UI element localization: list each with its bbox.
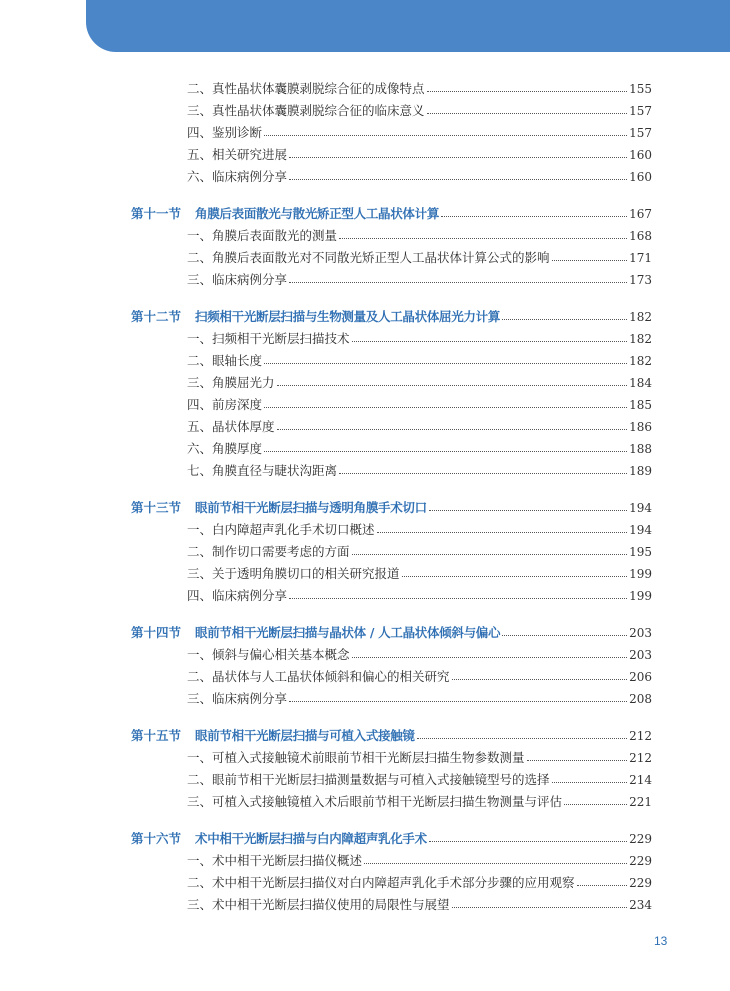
toc-page-number: 189 (629, 464, 652, 478)
toc-page-number: 168 (629, 229, 652, 243)
toc-page-number: 167 (629, 207, 652, 221)
dot-leader (264, 451, 627, 452)
toc-subsection-entry (131, 328, 652, 350)
subsection-title: 五、相关研究进展 (187, 147, 288, 162)
toc-page-number: 171 (629, 251, 652, 265)
dot-leader (352, 341, 628, 342)
toc-page-number: 160 (629, 170, 652, 184)
section-number: 第十四节 (131, 625, 182, 640)
dot-leader (264, 363, 627, 364)
section-number: 第十二节 (131, 309, 182, 324)
toc-section-entry (131, 828, 652, 850)
toc-subsection-entry (131, 894, 652, 916)
toc-subsection-entry (131, 769, 652, 791)
dot-leader (289, 701, 627, 702)
dot-leader (452, 907, 628, 908)
toc-subsection-entry (131, 269, 652, 291)
toc-subsection-entry (131, 541, 652, 563)
dot-leader (352, 554, 628, 555)
dot-leader (339, 473, 627, 474)
subsection-title: 六、角膜厚度 (187, 441, 263, 456)
toc-subsection-entry (131, 438, 652, 460)
toc-subsection-entry (131, 225, 652, 247)
section-title: 眼前节相干光断层扫描与透明角膜手术切口 (195, 500, 427, 515)
dot-leader (502, 635, 627, 636)
toc-page-number: 186 (629, 420, 652, 434)
toc-subsection-entry (131, 416, 652, 438)
dot-leader (277, 429, 628, 430)
toc-page-number: 229 (629, 832, 652, 846)
toc-subsection-entry (131, 122, 652, 144)
toc-page-number: 194 (629, 523, 652, 537)
toc-page-number: 157 (629, 126, 652, 140)
toc-page-number: 212 (629, 751, 652, 765)
section-title: 眼前节相干光断层扫描与可植入式接触镜 (195, 728, 415, 743)
toc-section-entry (131, 725, 652, 747)
toc-page-number: 182 (629, 332, 652, 346)
toc-subsection-entry (131, 585, 652, 607)
toc-subsection-entry (131, 166, 652, 188)
toc-page-number: 160 (629, 148, 652, 162)
table-of-contents (131, 78, 652, 916)
dot-leader (289, 179, 627, 180)
toc-page-number: 199 (629, 589, 652, 603)
dot-leader (264, 407, 627, 408)
subsection-title: 一、倾斜与偏心相关基本概念 (187, 647, 350, 662)
section-number: 第十三节 (131, 500, 182, 515)
subsection-title: 三、关于透明角膜切口的相关研究报道 (187, 566, 400, 581)
toc-page-number: 203 (629, 648, 652, 662)
toc-subsection-entry (131, 563, 652, 585)
subsection-title: 三、临床病例分享 (187, 272, 288, 287)
toc-page-number: 203 (629, 626, 652, 640)
dot-leader (552, 260, 628, 261)
header-band (86, 0, 730, 52)
toc-subsection-entry (131, 850, 652, 872)
toc-page-number: 195 (629, 545, 652, 559)
dot-leader (502, 319, 627, 320)
subsection-title: 二、眼前节相干光断层扫描测量数据与可植入式接触镜型号的选择 (187, 772, 550, 787)
dot-leader (364, 863, 627, 864)
subsection-title: 一、可植入式接触镜术前眼前节相干光断层扫描生物参数测量 (187, 750, 525, 765)
toc-page-number: 206 (629, 670, 652, 684)
dot-leader (564, 804, 627, 805)
toc-page-number: 212 (629, 729, 652, 743)
dot-leader (427, 91, 628, 92)
subsection-title: 五、晶状体厚度 (187, 419, 275, 434)
subsection-title: 三、可植入式接触镜植入术后眼前节相干光断层扫描生物测量与评估 (187, 794, 563, 809)
dot-leader (339, 238, 627, 239)
toc-page-number: 214 (629, 773, 652, 787)
dot-leader (429, 841, 627, 842)
toc-subsection-entry (131, 519, 652, 541)
subsection-title: 三、临床病例分享 (187, 691, 288, 706)
toc-section-entry (131, 306, 652, 328)
toc-subsection-entry (131, 78, 652, 100)
toc-section-entry (131, 497, 652, 519)
toc-page-number: 185 (629, 398, 652, 412)
section-title: 术中相干光断层扫描与白内障超声乳化手术 (195, 831, 427, 846)
toc-page-number: 157 (629, 104, 652, 118)
dot-leader (277, 385, 628, 386)
toc-page-number: 188 (629, 442, 652, 456)
toc-page-number: 173 (629, 273, 652, 287)
toc-page-number: 221 (629, 795, 652, 809)
toc-subsection-entry (131, 372, 652, 394)
subsection-title: 三、真性晶状体囊膜剥脱综合征的临床意义 (187, 103, 425, 118)
toc-page-number: 208 (629, 692, 652, 706)
toc-subsection-entry (131, 460, 652, 482)
toc-page-number: 229 (629, 876, 652, 890)
toc-subsection-entry (131, 144, 652, 166)
toc-page-number: 184 (629, 376, 652, 390)
subsection-title: 二、角膜后表面散光对不同散光矫正型人工晶状体计算公式的影响 (187, 250, 550, 265)
dot-leader (352, 657, 628, 658)
toc-page-number: 155 (629, 82, 652, 96)
subsection-title: 四、前房深度 (187, 397, 263, 412)
toc-section-entry (131, 203, 652, 225)
dot-leader (402, 576, 628, 577)
toc-subsection-entry (131, 394, 652, 416)
dot-leader (289, 157, 627, 158)
subsection-title: 二、术中相干光断层扫描仪对白内障超声乳化手术部分步骤的应用观察 (187, 875, 575, 890)
subsection-title: 一、扫频相干光断层扫描技术 (187, 331, 350, 346)
section-number: 第十五节 (131, 728, 182, 743)
section-number: 第十一节 (131, 206, 182, 221)
dot-leader (289, 598, 627, 599)
toc-subsection-entry (131, 644, 652, 666)
dot-leader (429, 510, 627, 511)
subsection-title: 一、白内障超声乳化手术切口概述 (187, 522, 375, 537)
toc-page-number: 234 (629, 898, 652, 912)
toc-page-number: 229 (629, 854, 652, 868)
dot-leader (377, 532, 628, 533)
toc-subsection-entry (131, 747, 652, 769)
subsection-title: 二、晶状体与人工晶状体倾斜和偏心的相关研究 (187, 669, 450, 684)
subsection-title: 六、临床病例分享 (187, 169, 288, 184)
subsection-title: 二、眼轴长度 (187, 353, 263, 368)
dot-leader (427, 113, 628, 114)
dot-leader (441, 216, 627, 217)
toc-page-number: 199 (629, 567, 652, 581)
toc-subsection-entry (131, 872, 652, 894)
subsection-title: 三、术中相干光断层扫描仪使用的局限性与展望 (187, 897, 450, 912)
dot-leader (552, 782, 628, 783)
section-title: 扫频相干光断层扫描与生物测量及人工晶状体屈光力计算 (195, 309, 501, 324)
subsection-title: 二、真性晶状体囊膜剥脱综合征的成像特点 (187, 81, 425, 96)
subsection-title: 四、鉴别诊断 (187, 125, 263, 140)
section-title: 角膜后表面散光与散光矫正型人工晶状体计算 (195, 206, 440, 221)
page-number: 13 (654, 934, 668, 948)
toc-subsection-entry (131, 666, 652, 688)
section-number: 第十六节 (131, 831, 182, 846)
subsection-title: 一、角膜后表面散光的测量 (187, 228, 338, 243)
toc-subsection-entry (131, 791, 652, 813)
toc-page-number: 182 (629, 310, 652, 324)
dot-leader (417, 738, 627, 739)
dot-leader (577, 885, 628, 886)
subsection-title: 一、术中相干光断层扫描仪概述 (187, 853, 363, 868)
toc-subsection-entry (131, 688, 652, 710)
toc-subsection-entry (131, 100, 652, 122)
toc-page-number: 182 (629, 354, 652, 368)
dot-leader (452, 679, 628, 680)
toc-subsection-entry (131, 247, 652, 269)
dot-leader (289, 282, 627, 283)
section-title: 眼前节相干光断层扫描与晶状体 / 人工晶状体倾斜与偏心 (195, 625, 501, 640)
subsection-title: 三、角膜屈光力 (187, 375, 275, 390)
dot-leader (264, 135, 627, 136)
toc-section-entry (131, 622, 652, 644)
toc-page-number: 194 (629, 501, 652, 515)
subsection-title: 七、角膜直径与睫状沟距离 (187, 463, 338, 478)
subsection-title: 二、制作切口需要考虑的方面 (187, 544, 350, 559)
toc-subsection-entry (131, 350, 652, 372)
subsection-title: 四、临床病例分享 (187, 588, 288, 603)
dot-leader (527, 760, 628, 761)
